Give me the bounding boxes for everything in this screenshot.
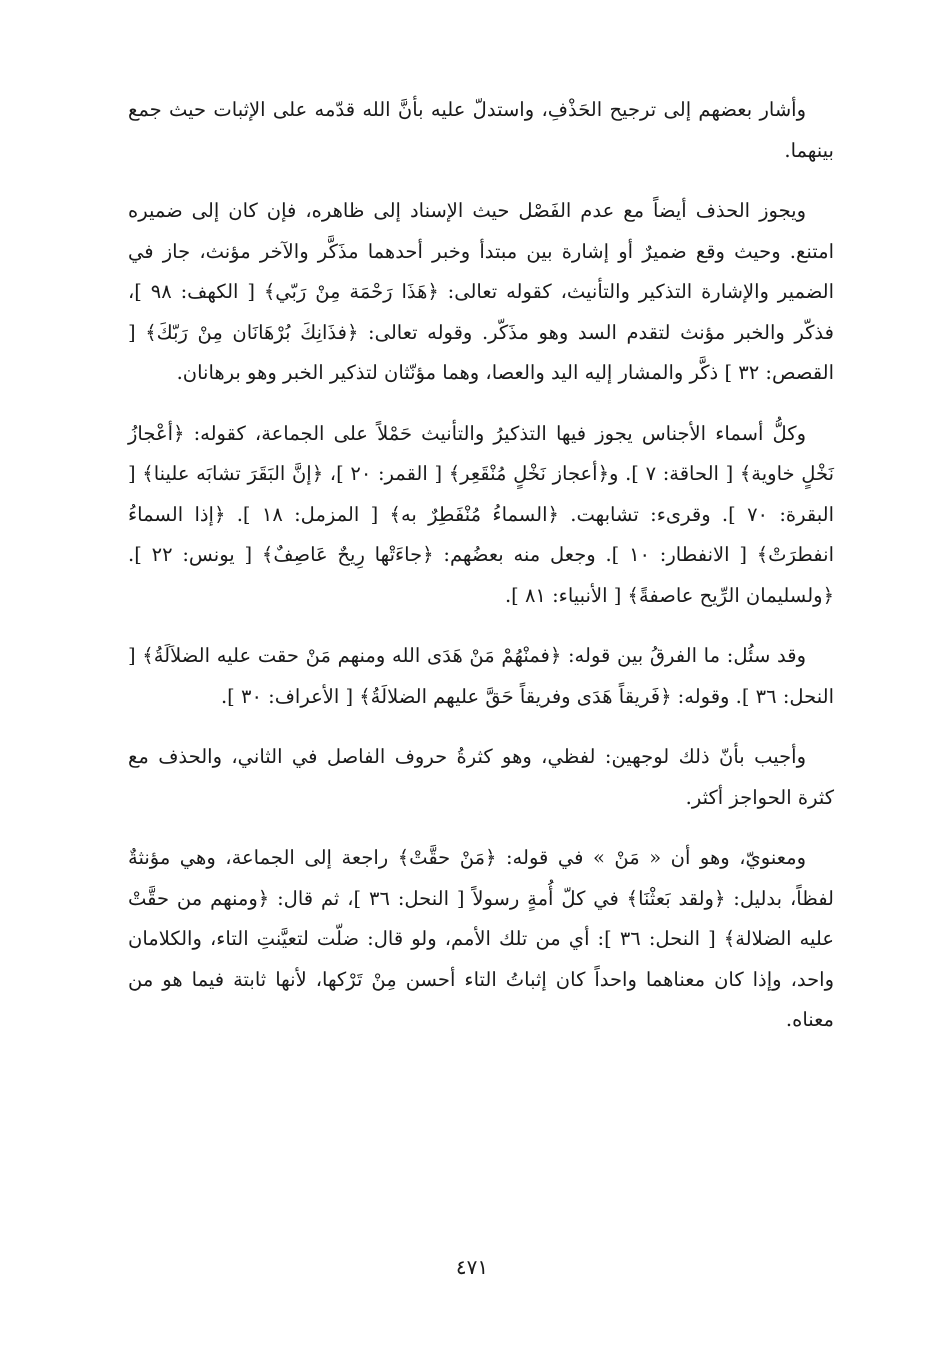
paragraph-1: وأشار بعضهم إلى ترجيح الحَذْفِ، واستدلّ عليه بأنَّ الله قدّمه على الإثبات حيث جمع بينهما. [128, 98, 834, 162]
paragraph-2: ويجوز الحذف أيضاً مع عدم الفَصْل حيث الإسناد إلى ظاهره، فإن كان إلى ضميره امتنع. وحيث وقع ضميرٌ أو إشارة بين مبتدأ وخبر أحدهما مذَكَّر والآخر مؤنث، جاز في الضمير والإشارة التذكير والتأنيث، كقوله تعالى: ﴿هَذَا رَحْمَة مِنْ رَبّي﴾ [ الكهف: ٩٨ ]، فذكّر والخبر مؤنث لتقدم السد وهو مذَكّر. وقوله تعالى: ﴿فذَانِكَ بُرْهَانَان مِنْ رَبّكَ﴾ [ القصص: ٣٢ ] ذكَّر والمشار إليه اليد والعصا، وهما مؤنّثان لتذكير الخبر وهو برهانان. [128, 199, 834, 384]
paragraph-5: وأجيب بأنّ ذلك لوجهين: لفظي، وهو كثرةُ حروف الفاصل في الثاني، والحذف مع كثرة الحواجز أكثر. [128, 745, 834, 809]
paragraph-6: ومعنويّ، وهو أن « مَنْ » في قوله: ﴿مَنْ حقَّتْ﴾ راجعة إلى الجماعة، وهي مؤنثةٌ لفظاً، بدليل: ﴿ولقد بَعثْنَا﴾ في كلّ أُمةٍ رسولاً [ النحل: ٣٦ ]، ثم قال: ﴿ومنهم من حقَّتْ عليه الضلالة﴾ [ النحل: ٣٦ ]: أي من تلك الأمم، ولو قال: ضلّت لتعيَّنتِ التاء، والكلامان واحد، وإذا كان معناهما واحداً كان إثباتُ التاء أحسن مِنْ تَرْكها، لأنها ثابتة فيما هو من معناه. [128, 846, 834, 1031]
page-number: ٤٧١ [455, 1255, 489, 1279]
paragraph-3: وكلُّ أسماء الأجناس يجوز فيها التذكيرُ والتأنيث حَمْلاً على الجماعة، كقوله: ﴿أعْجازُ نَخْلٍ خاوية﴾ [ الحاقة: ٧ ]. و﴿أعجاز نَخْلٍ مُنْقَعِر﴾ [ القمر: ٢٠ ]، ﴿إنَّ البَقَرَ تشابَه علينا﴾ [ البقرة: ٧٠ ]. وقرىء: تشابهت. ﴿السماءُ مُنْفَطِرٌ به﴾ [ المزمل: ١٨ ]. ﴿إذا السماءُ انفطرَتْ﴾ [ الانفطار: ١٠ ]. وجعل منه بعضُهم: ﴿جاءَتْها رِيحٌ عَاصِفٌ﴾ [ يونس: ٢٢ ]. ﴿ولسليمان الرِّيح عاصفةً﴾ [ الأنبياء: ٨١ ]. [128, 421, 835, 607]
body-text [128, 90, 834, 1061]
paragraph-4: وقد سئُل: ما الفرقُ بين قوله: ﴿فمنْهُمْ مَنْ هَدَى الله ومنهم مَنْ حقت عليه الضلاَلَةُ﴾ [ النحل: ٣٦ ]. وقوله: ﴿فَريقاً هَدَى وفريقاً حَقَّ عليهم الضلالَةُ﴾ [ الأعراف: ٣٠ ]. [128, 644, 834, 708]
